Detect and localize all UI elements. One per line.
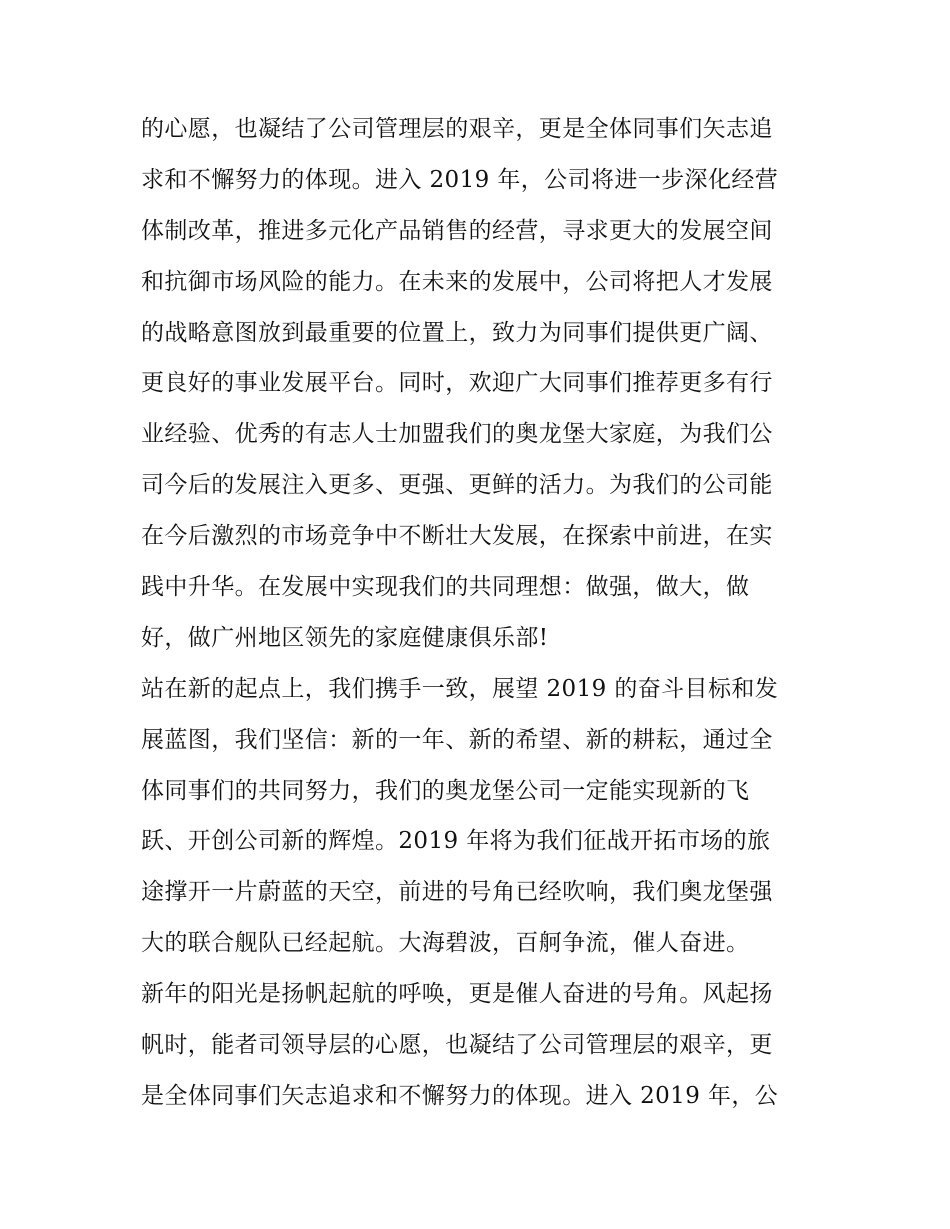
text-line: 站在新的起点上，我们携手一致，展望 2019 的奋斗目标和发: [141, 675, 779, 702]
text-line: 体同事们的共同努力，我们的奥龙堡公司一定能实现新的飞: [141, 777, 750, 804]
text-line: 更良好的事业发展平台。同时，欢迎广大同事们推荐更多有行: [141, 370, 773, 397]
text-line: 途撑开一片蔚蓝的天空，前进的号角已经吹响，我们奥龙堡强: [141, 879, 773, 906]
body-text: [141, 104, 821, 1122]
paragraph-end-line: 好，做广州地区领先的家庭健康俱乐部!: [141, 624, 549, 651]
text-line: 业经验、优秀的有志人士加盟我们的奥龙堡大家庭，为我们公: [141, 421, 773, 448]
text-line: 新年的阳光是扬帆起航的呼唤，更是催人奋进的号角。风起扬: [141, 981, 773, 1008]
text-line: 跃、开创公司新的辉煌。2019 年将为我们征战开拓市场的旅: [141, 828, 771, 855]
text-line: 帆时，能者司领导层的心愿，也凝结了公司管理层的艰辛，更: [141, 1032, 773, 1059]
text-line: 司今后的发展注入更多、更强、更鲜的活力。为我们的公司能: [141, 472, 773, 499]
text-line: 的心愿，也凝结了公司管理层的艰辛，更是全体同事们矢志追: [141, 116, 773, 142]
text-line: 和抗御市场风险的能力。在未来的发展中，公司将把人才发展: [141, 268, 773, 295]
paragraph-end-line: 大的联合舰队已经起航。大海碧波，百舸争流，催人奋进。: [141, 930, 750, 957]
text-line: 的战略意图放到最重要的位置上，致力为同事们提供更广阔、: [141, 319, 773, 346]
text-line: 在今后激烈的市场竞争中不断壮大发展，在探索中前进，在实: [141, 523, 773, 550]
text-line: 求和不懈努力的体现。进入 2019 年，公司将进一步深化经营: [141, 166, 779, 193]
text-line: 展蓝图，我们坚信：新的一年、新的希望、新的耕耘，通过全: [141, 726, 773, 753]
text-line: 践中升华。在发展中实现我们的共同理想：做强，做大，做: [141, 574, 750, 601]
text-line: 是全体同事们矢志追求和不懈努力的体现。进入 2019 年，公: [141, 1082, 779, 1109]
text-line: 体制改革，推进多元化产品销售的经营，寻求更大的发展空间: [141, 217, 773, 244]
